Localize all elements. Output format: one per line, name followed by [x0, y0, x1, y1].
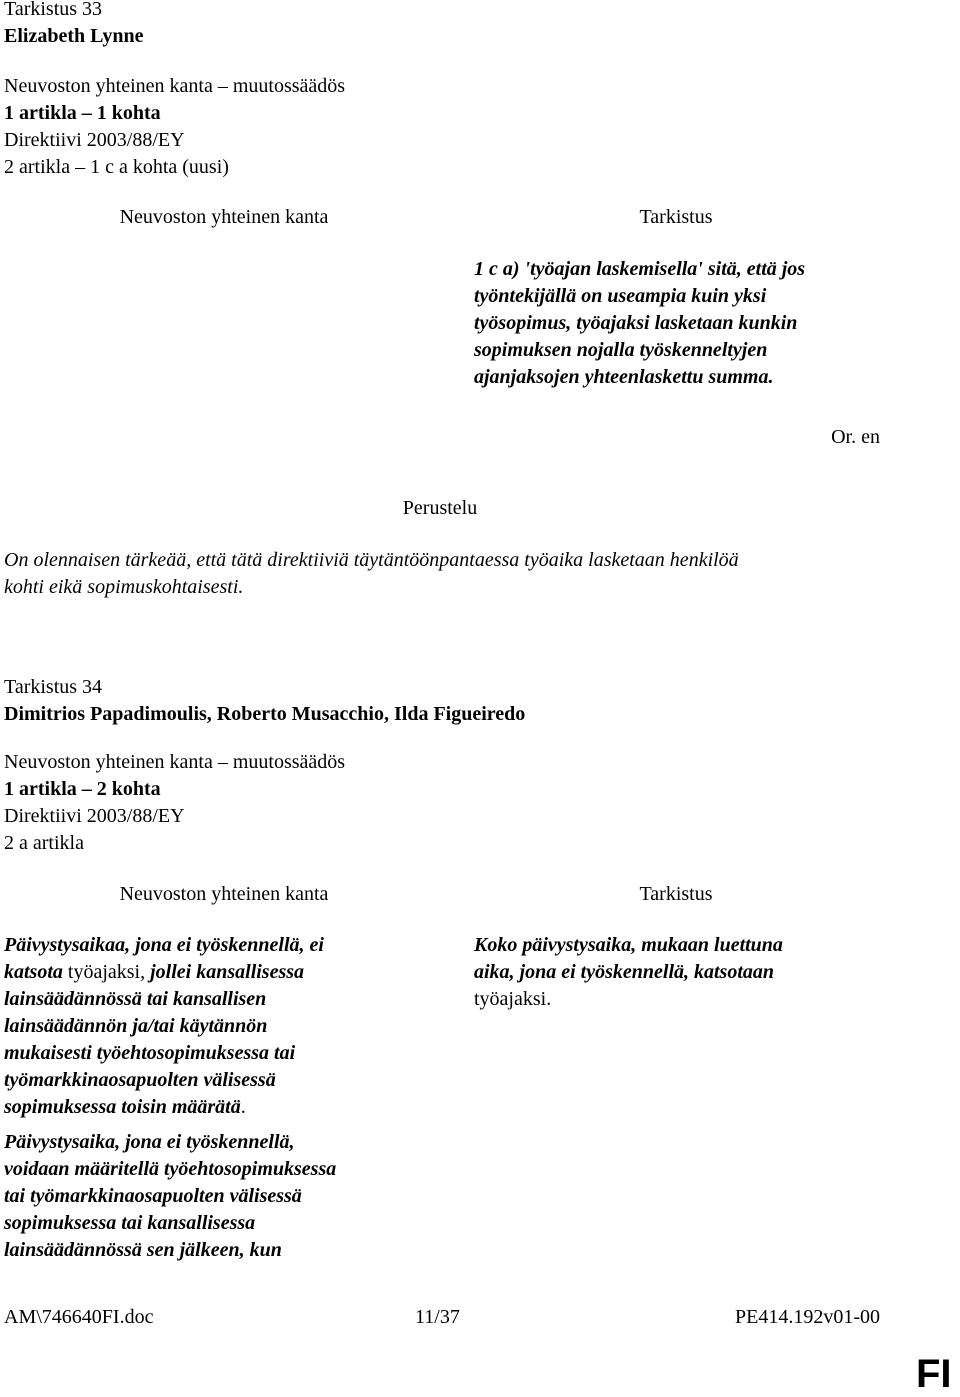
footer-document-ref: AM\746640FI.doc — [4, 1306, 154, 1328]
language-code: FI — [916, 1352, 952, 1396]
text-line: 1 c a) 'työajan laskemisella' sitä, että jos — [474, 258, 806, 280]
reference-line: 2 artikla – 1 c a kohta (uusi) — [4, 156, 229, 178]
changed-text: aika, jona ei työskennellä, katsotaan — [474, 961, 775, 983]
column-header-amendment: Tarkistus — [639, 883, 713, 905]
text-line: työsopimus, työajaksi lasketaan kunkin — [474, 312, 798, 334]
footer-pe-ref: PE414.192v01-00 — [735, 1306, 880, 1328]
changed-text: jollei kansallisessa — [150, 961, 305, 983]
changed-text: sopimuksessa toisin määrätä — [4, 1096, 241, 1118]
unchanged-text: työajaksi, — [62, 961, 151, 983]
council-position-paragraph-1 — [4, 932, 444, 1121]
text-line — [474, 959, 914, 986]
amendment-33-text — [474, 256, 914, 391]
changed-text: lainsäädännön ja/tai käytännön — [4, 1015, 268, 1037]
reference-line: 1 artikla – 1 kohta — [4, 102, 161, 124]
reference-line: Neuvoston yhteinen kanta – muutossäädös — [4, 75, 346, 97]
text-line: kohti eikä sopimuskohtaisesti. — [4, 576, 244, 598]
justification-text — [4, 547, 739, 601]
text-line — [4, 1237, 444, 1264]
council-position-paragraph-2 — [4, 1129, 444, 1264]
changed-text: sopimuksessa tai kansallisessa — [4, 1212, 256, 1234]
amendment-author: Elizabeth Lynne — [4, 25, 144, 47]
changed-text: katsota — [4, 961, 63, 983]
text-line — [4, 1067, 444, 1094]
amendment-authors: Dimitrios Papadimoulis, Roberto Musacchio, Ilda Figueiredo — [4, 703, 526, 725]
footer-page-number: 11/37 — [415, 1306, 460, 1328]
justification-heading: Perustelu — [402, 497, 478, 519]
amendment-34-text — [474, 932, 914, 1013]
column-header-amendment: Tarkistus — [639, 206, 713, 228]
text-line: sopimuksen nojalla työskenneltyjen — [474, 339, 768, 361]
unchanged-text: . — [240, 1096, 246, 1118]
amendment-33-reference — [4, 73, 345, 181]
text-line — [4, 986, 444, 1013]
amendment-34-reference — [4, 749, 345, 857]
text-line — [4, 1013, 444, 1040]
changed-text: lainsäädännössä sen jälkeen, kun — [4, 1239, 282, 1261]
amendment-33-heading — [4, 0, 143, 50]
text-line — [4, 1183, 444, 1210]
changed-text: lainsäädännössä tai kansallisen — [4, 988, 267, 1010]
original-language: Or. en — [831, 426, 880, 448]
changed-text: Päivystysaikaa, jona ei työskennellä, ei — [4, 934, 324, 956]
text-line — [4, 1094, 444, 1121]
changed-text: Päivystysaika, jona ei työskennellä, — [4, 1131, 295, 1153]
unchanged-text: työajaksi. — [474, 988, 552, 1010]
changed-text: voidaan määritellä työehtosopimuksessa — [4, 1158, 337, 1180]
reference-line: 1 artikla – 2 kohta — [4, 778, 161, 800]
amendment-34-heading — [4, 674, 525, 728]
text-line — [474, 986, 914, 1013]
text-line: On olennaisen tärkeää, että tätä direktiiviä täytäntöönpantaessa työaika lasketaan henkilöä — [4, 549, 739, 571]
text-line — [4, 1040, 444, 1067]
text-line — [4, 1210, 444, 1237]
column-header-council: Neuvoston yhteinen kanta — [119, 206, 329, 228]
changed-text: tai työmarkkinaosapuolten välisessä — [4, 1185, 302, 1207]
column-header-council: Neuvoston yhteinen kanta — [119, 883, 329, 905]
reference-line: Neuvoston yhteinen kanta – muutossäädös — [4, 751, 346, 773]
text-line: ajanjaksojen yhteenlaskettu summa. — [474, 366, 774, 388]
text-line — [4, 1129, 444, 1156]
text-line: työntekijällä on useampia kuin yksi — [474, 285, 767, 307]
reference-line: Direktiivi 2003/88/EY — [4, 129, 185, 151]
changed-text: Koko päivystysaika, mukaan luettuna — [474, 934, 783, 956]
reference-line: 2 a artikla — [4, 832, 84, 854]
text-line — [4, 1156, 444, 1183]
changed-text: mukaisesti työehtosopimuksessa tai — [4, 1042, 296, 1064]
amendment-number: Tarkistus 34 — [4, 676, 103, 698]
reference-line: Direktiivi 2003/88/EY — [4, 805, 185, 827]
changed-text: työmarkkinaosapuolten välisessä — [4, 1069, 276, 1091]
text-line — [4, 959, 444, 986]
text-line — [474, 932, 914, 959]
amendment-number: Tarkistus 33 — [4, 0, 103, 20]
text-line — [4, 932, 444, 959]
